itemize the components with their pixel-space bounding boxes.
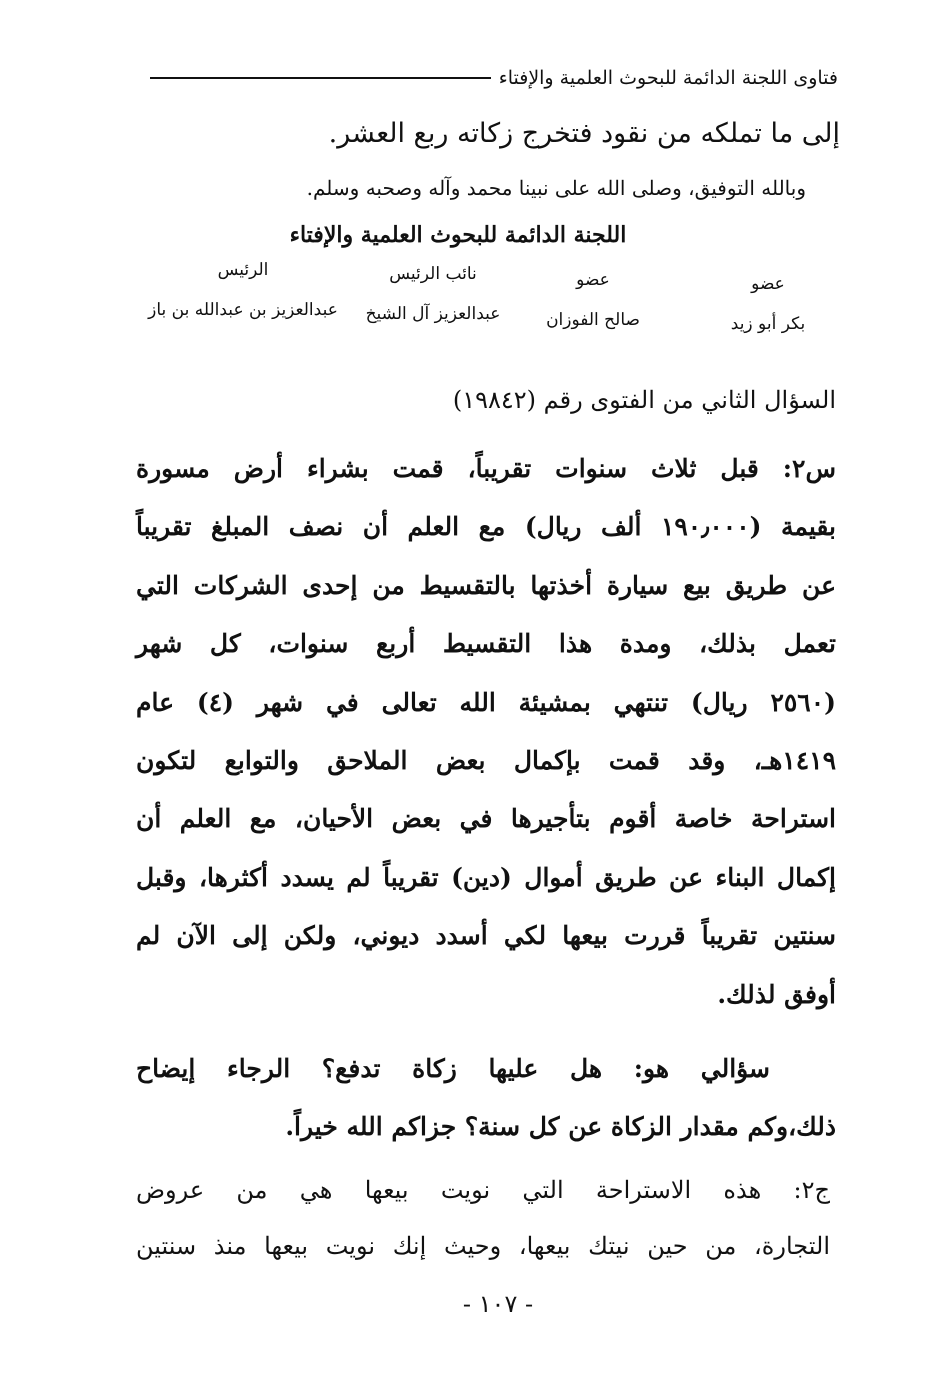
running-header: [150, 60, 838, 96]
committee-name: اللجنة الدائمة للبحوث العلمية والإفتاء: [289, 222, 627, 248]
signature-role: الرئيس: [217, 260, 269, 280]
signature-name: بكر أبو زيد: [730, 314, 806, 334]
question-line: استراحة خاصة أقوم بتأجيرها في بعض الأحيان، مع العلم أن: [136, 804, 836, 834]
intro-line-2: وبالله التوفيق، وصلى الله على نبينا محمد وآله وصحبه وسلم.: [306, 176, 806, 200]
signature-column: [338, 256, 528, 332]
header-rule: [150, 77, 491, 79]
question-line: بقيمة (١٩٠٫٠٠٠ ألف ريال) مع العلم أن نصف المبلغ تقريباً: [136, 512, 836, 542]
header-title: فتاوى اللجنة الدائمة للبحوث العلمية والإفتاء: [498, 67, 838, 89]
question-heading: السؤال الثاني من الفتوى رقم (١٩٨٤٢): [452, 386, 836, 414]
question-line: (٢٥٦٠ ريال) تنتهي بمشيئة الله تعالى في شهر (٤) عام: [136, 687, 836, 717]
intro-line-1: إلى ما تملكه من نقود فتخرج زكاته ربع العشر.: [328, 118, 840, 149]
signature-column: [138, 252, 348, 328]
question-line: أوفق لذلك.: [717, 979, 836, 1009]
signature-role: عضو: [576, 270, 610, 290]
signature-name: عبدالعزيز آل الشيخ: [365, 304, 501, 324]
question-ask-line: سؤالي هو: هل عليها زكاة تدفع؟ الرجاء إيضاح: [136, 1054, 770, 1083]
question-line: ١٤١٩هـ، وقد قمت بإكمال بعض الملاحق والتوابع لتكون: [136, 745, 836, 775]
signature-name: عبدالعزيز بن عبدالله بن باز: [148, 300, 338, 320]
signature-column: [518, 262, 668, 338]
signature-role: نائب الرئيس: [389, 264, 477, 284]
question-line: س٢: قبل ثلاث سنوات تقريباً، قمت بشراء أرض مسورة: [136, 454, 836, 483]
question-line: عن طريق بيع سيارة أخذتها بالتقسيط من إحدى الشركات التي: [136, 570, 836, 600]
signature-name: صالح الفوزان: [546, 310, 640, 330]
signature-column: [708, 262, 828, 342]
signature-table: [148, 260, 818, 342]
question-line: تعمل بذلك، ومدة هذا التقسيط أربع سنوات، كل شهر: [136, 629, 836, 659]
signature-role: عضو: [751, 274, 785, 294]
question-line: إكمال البناء عن طريق أموال (دين) تقريباً لم يسدد أكثرها، وقبل: [136, 862, 836, 892]
answer-text: [136, 1162, 830, 1274]
question-ask-line: ذلك،وكم مقدار الزكاة عن كل سنة؟ جزاكم الله خيراً.: [285, 1112, 836, 1141]
question-ask: [136, 1040, 836, 1156]
answer-line: ج٢: هذه الاستراحة التي نويت بيعها هي من عروض: [136, 1176, 830, 1204]
question-text: [136, 440, 836, 1024]
question-line: سنتين تقريباً قررت بيعها لكي أسدد ديوني، ولكن إلى الآن لم: [136, 921, 836, 951]
answer-line: التجارة، من حين نيتك بيعها، وحيث إنك نويت بيعها منذ سنتين: [136, 1232, 830, 1260]
page-number: - ١٠٧ -: [462, 1290, 534, 1318]
